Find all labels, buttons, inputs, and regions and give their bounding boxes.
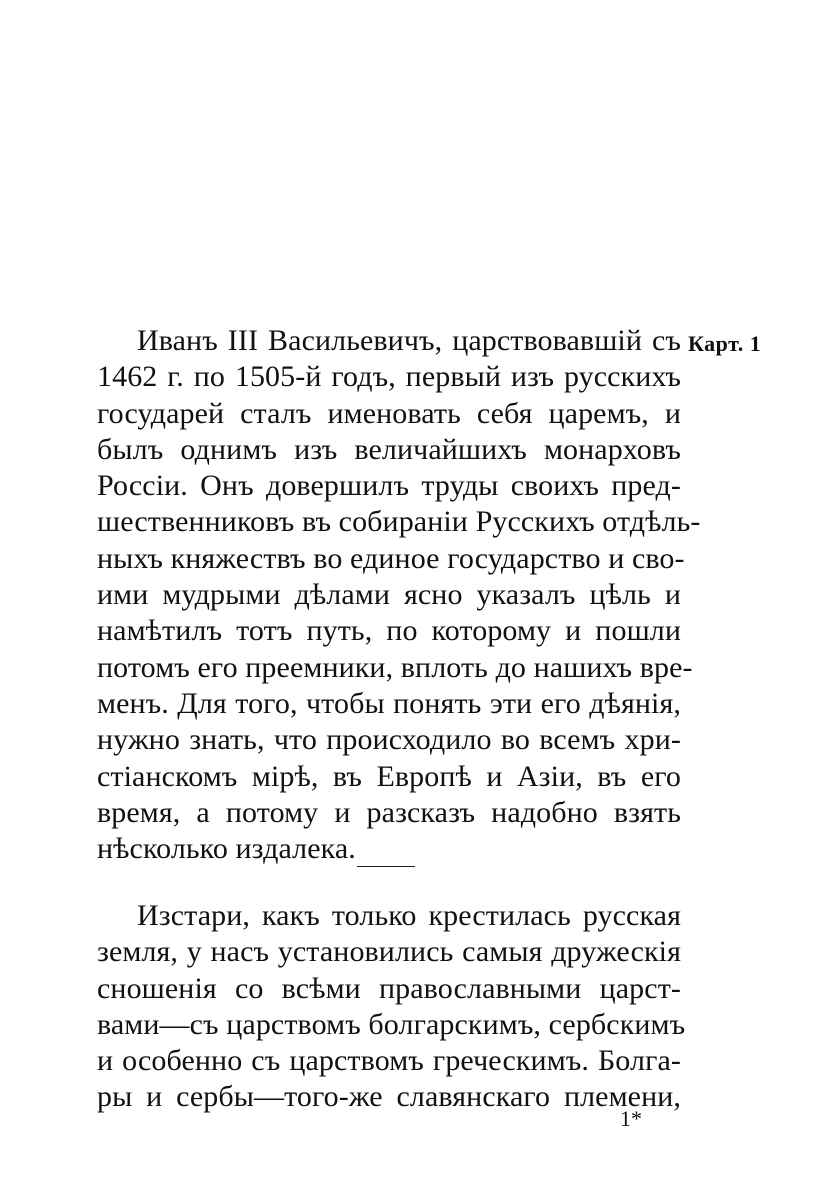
text-line: Иванъ III Васильевичъ, царствовавшій съ [137, 324, 681, 357]
text-line: менъ. Для того, чтобы понять эти его дѣянія, [97, 686, 681, 720]
text-line: потомъ его преемники, вплоть до нашихъ вре- [97, 650, 693, 684]
printer-signature-mark: 1* [620, 1106, 642, 1131]
text-line: время, а потому и разсказъ надобно взять [97, 795, 681, 829]
text-line: государей сталъ именовать себя царемъ, и [97, 396, 681, 430]
text-line: ры и сербы—того-же славянскаго племени, [97, 1080, 681, 1114]
text-line: намѣтилъ тотъ путь, по которому и пошли [97, 614, 681, 648]
text-line: Изстари, какъ только крестилась русская [137, 899, 681, 932]
paragraph-orthodox-relations [97, 898, 686, 1116]
text-line: и особенно съ царствомъ греческимъ. Болга- [97, 1044, 681, 1078]
text-line: сношенія со всѣми православными царст- [97, 971, 681, 1005]
paragraph-ivan-iii [97, 323, 701, 867]
text-line: 1462 г. по 1505-й годъ, первый изъ русскихъ [97, 360, 681, 394]
text-line: былъ однимъ изъ величайшихъ монарховъ [97, 432, 681, 466]
section-separator-rule [357, 866, 415, 867]
text-line: вами—съ царствомъ болгарскимъ, сербскимъ [97, 1007, 686, 1041]
text-line: ими мудрыми дѣлами ясно указалъ цѣль и [97, 578, 681, 612]
text-line: стіанскомъ мірѣ, въ Европѣ и Азіи, въ его [97, 759, 681, 793]
text-line: нужно знать, что происходило во всемъ хри- [97, 723, 681, 757]
text-line: земля, у насъ установились самыя дружескія [97, 935, 681, 969]
margin-note-map-reference: Карт. 1 [688, 331, 762, 356]
text-line: ныхъ княжествъ во единое государство и сво- [97, 541, 685, 575]
text-line: шественниковъ въ собираніи Русскихъ отдѣль- [97, 505, 701, 539]
text-line: нѣсколько издалека. [97, 832, 356, 866]
text-line: Россіи. Онъ довершилъ труды своихъ пред- [97, 469, 681, 503]
